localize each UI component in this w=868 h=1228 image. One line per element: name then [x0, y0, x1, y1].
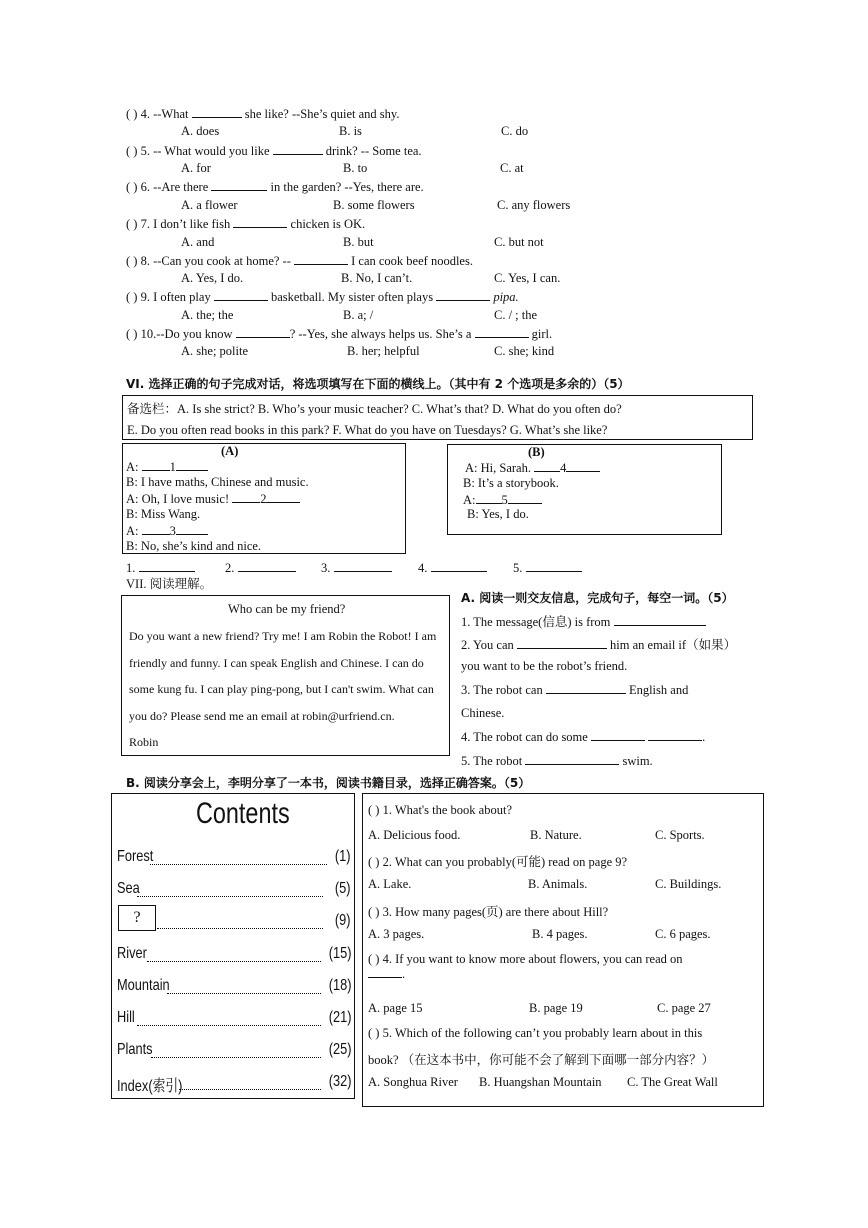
answer-blank[interactable] — [142, 459, 170, 471]
question-stem: ( ) 5. -- What would you like — [126, 144, 273, 158]
option-c[interactable]: C. any flowers — [497, 198, 571, 212]
option-a[interactable]: A. Yes, I do. — [181, 271, 244, 285]
answer-blank[interactable] — [142, 523, 170, 535]
passage-line: you do? Please send me an email at robin@urfriend.cn. — [129, 709, 395, 723]
answer-blank[interactable] — [591, 729, 645, 741]
answer-blank[interactable] — [232, 491, 260, 503]
option-b[interactable]: B. some flowers — [333, 198, 415, 212]
option-b[interactable]: B. a; / — [343, 308, 374, 322]
question-stem: she like? --She’s quiet and shy. — [241, 107, 400, 121]
answer-line-5: 5. — [513, 560, 582, 576]
answer-blank[interactable] — [139, 560, 195, 572]
option-c[interactable]: C. / ; the — [494, 308, 538, 322]
toc-row-index: Index(索引) (32) — [117, 1073, 351, 1095]
dialog-line: A: 3 — [126, 523, 208, 539]
option-b[interactable]: B. is — [339, 124, 362, 138]
question-stem: ( ) 4. --What — [126, 107, 192, 121]
answer-line-1: 1. — [126, 560, 195, 576]
toc-row-plants: Plants (25) — [117, 1041, 351, 1058]
dialog-line: B: No, she’s kind and nice. — [126, 539, 262, 553]
part-b-q4-blank: . — [368, 966, 405, 982]
question-10 — [126, 326, 552, 342]
answer-blank[interactable] — [368, 966, 402, 978]
answer-blank[interactable] — [431, 560, 487, 572]
toc-row-sea: Sea (5) — [117, 880, 351, 897]
dialog-line: A: 5 — [463, 492, 542, 508]
answer-blank[interactable] — [476, 492, 502, 504]
part-b-questions-box — [362, 793, 764, 1107]
answer-blank[interactable] — [475, 326, 529, 338]
question-stem: ( ) 7. I don’t like fish — [126, 217, 234, 231]
dialog-line: B: Yes, I do. — [467, 507, 529, 521]
part-b-title: B. 阅读分享会上，李明分享了一本书，阅读书籍目录，选择正确答案。（5） — [126, 776, 531, 790]
answer-blank[interactable] — [436, 289, 490, 301]
dialog-line: B: It’s a storybook. — [463, 476, 559, 490]
answer-blank[interactable] — [294, 253, 348, 265]
answer-blank[interactable] — [534, 460, 560, 472]
blank-number: 2 — [260, 492, 267, 506]
question-stem: basketball. My sister often plays — [267, 290, 437, 304]
option-b[interactable]: B. Huangshan Mountain — [479, 1075, 602, 1089]
option-c[interactable]: C. at — [500, 161, 524, 175]
answer-blank[interactable] — [238, 560, 296, 572]
answer-blank[interactable] — [526, 560, 582, 572]
answer-line-2: 2. — [225, 560, 296, 576]
part-a-q3: 3. The robot can English and — [461, 683, 689, 697]
part-a-title: A. 阅读一则交友信息，完成句子，每空一词。（5） — [461, 591, 734, 605]
option-b[interactable]: B. to — [343, 161, 368, 175]
answer-blank[interactable] — [192, 106, 242, 118]
question-stem: chicken is OK. — [287, 217, 366, 231]
section-6-title: VI. 选择正确的句子完成对话，将选项填写在下面的横线上。（其中有 2 个选项是多余的）（5） — [126, 377, 630, 391]
part-a-q3-cont: Chinese. — [461, 706, 505, 720]
option-a[interactable]: A. does — [181, 124, 220, 138]
option-c[interactable]: C. 6 pages. — [655, 927, 711, 941]
question-stem: ( ) 10.--Do you know — [126, 327, 236, 341]
answer-line-4: 4. — [418, 560, 487, 576]
passage-line: Do you want a new friend? Try me! I am Robin the Robot! I am — [129, 629, 437, 643]
option-c[interactable]: C. Sports. — [655, 828, 705, 842]
option-b[interactable]: B. her; helpful — [347, 344, 420, 358]
option-b[interactable]: B. Nature. — [530, 828, 582, 842]
option-c[interactable]: C. Buildings. — [655, 877, 722, 891]
toc-row-river: River (15) — [117, 945, 351, 962]
part-a-q2: 2. You can him an email if（如果） — [461, 638, 737, 652]
option-bank-line: E. Do you often read books in this park? F. What do you have on Tuesdays? G. What’s she like? — [127, 423, 608, 437]
option-c[interactable]: C. The Great Wall — [627, 1075, 718, 1089]
option-a[interactable]: A. Songhua River — [368, 1075, 458, 1089]
part-b-q4: ( ) 4. If you want to know more about flowers, you can read on — [368, 952, 683, 966]
question-8 — [126, 253, 473, 269]
part-a-q2-cont: you want to be the robot’s friend. — [461, 659, 628, 673]
part-a-q5: 5. The robot swim. — [461, 754, 653, 768]
dialog-line: A: Oh, I love music! 2 — [126, 491, 300, 507]
passage-line: some kung fu. I can play ping-pong, but I can't swim. What can — [129, 682, 434, 696]
passage-signature: Robin — [129, 735, 159, 749]
dialog-a-box — [122, 443, 406, 554]
answer-blank[interactable] — [525, 753, 619, 765]
option-a[interactable]: A. and — [181, 235, 215, 249]
dialog-line: B: Miss Wang. — [126, 507, 201, 521]
option-bank-box — [122, 395, 753, 440]
answer-blank[interactable] — [233, 216, 287, 228]
option-a[interactable]: A. page 15 — [368, 1001, 423, 1015]
answer-blank[interactable] — [236, 326, 290, 338]
option-c[interactable]: C. page 27 — [657, 1001, 711, 1015]
option-b[interactable]: B. 4 pages. — [532, 927, 588, 941]
toc-row-hill: Hill (21) — [117, 1009, 351, 1026]
unknown-chapter-label: ? — [133, 909, 141, 926]
question-9 — [126, 289, 519, 305]
passage-box — [121, 595, 450, 756]
answer-blank[interactable] — [648, 729, 702, 741]
option-c[interactable]: C. do — [501, 124, 529, 138]
answer-blank[interactable] — [334, 560, 392, 572]
question-stem: ( ) 9. I often play — [126, 290, 214, 304]
option-a[interactable]: A. she; polite — [181, 344, 249, 358]
part-a-q1: 1. The message(信息) is from — [461, 612, 706, 630]
dialog-label: (A) — [221, 444, 239, 458]
option-a[interactable]: A. Delicious food. — [368, 828, 461, 842]
blank-number: 1 — [169, 460, 176, 474]
answer-line-3: 3. — [321, 560, 392, 576]
option-b[interactable]: B. Animals. — [528, 877, 588, 891]
toc-row-forest: Forest (1) — [117, 848, 351, 865]
answer-blank[interactable] — [176, 523, 208, 535]
question-stem: in the garden? --Yes, there are. — [267, 180, 424, 194]
answer-blank[interactable] — [273, 143, 323, 155]
answer-blank[interactable] — [214, 289, 268, 301]
unknown-chapter-box — [118, 905, 156, 931]
option-c[interactable]: C. Yes, I can. — [494, 271, 561, 285]
part-b-q2: ( ) 2. What can you probably(可能) read on page 9? — [368, 855, 628, 869]
question-stem: ? --Yes, she always helps us. She’s a — [289, 327, 475, 341]
blank-number: 5 — [501, 493, 508, 507]
question-stem: drink? -- Some tea. — [322, 144, 422, 158]
section-7-title: VII. 阅读理解。 — [126, 577, 213, 591]
question-7 — [126, 216, 365, 232]
answer-blank[interactable] — [546, 682, 626, 694]
option-c[interactable]: C. but not — [494, 235, 544, 249]
question-stem: girl. — [528, 327, 553, 341]
option-a[interactable]: A. a flower — [181, 198, 238, 212]
answer-blank[interactable] — [517, 637, 607, 649]
option-c[interactable]: C. she; kind — [494, 344, 555, 358]
dialog-b-box — [447, 444, 722, 535]
answer-blank[interactable] — [566, 460, 600, 472]
answer-blank[interactable] — [211, 179, 267, 191]
part-b-q5-cont: book? （在这本书中，你可能不会了解到下面哪一部分内容？） — [368, 1053, 715, 1067]
question-stem: I can cook beef noodles. — [348, 254, 473, 268]
option-a[interactable]: A. for — [181, 161, 211, 175]
blank-number: 4 — [560, 461, 567, 475]
question-stem: ( ) 6. --Are there — [126, 180, 212, 194]
passage-line: friendly and funny. I can speak English and Chinese. I can do — [129, 656, 424, 670]
part-b-q5: ( ) 5. Which of the following can’t you probably learn about in this — [368, 1026, 703, 1040]
part-a-q4: 4. The robot can do some . — [461, 730, 706, 744]
answer-blank[interactable] — [176, 459, 208, 471]
option-bank-line: 备选栏：A. Is she strict? B. Who’s your music teacher? C. What’s that? D. What do you often do? — [127, 402, 622, 416]
dialog-line: B: I have maths, Chinese and music. — [126, 475, 309, 489]
toc-row-mountain: Mountain (18) — [117, 977, 351, 994]
part-b-q3: ( ) 3. How many pages(页) are there about Hill? — [368, 905, 609, 919]
dialog-line: A: 1 — [126, 459, 208, 475]
question-stem: ( ) 8. --Can you cook at home? -- — [126, 254, 294, 268]
contents-title: Contents — [196, 797, 290, 830]
question-4 — [126, 106, 399, 122]
option-b[interactable]: B. page 19 — [529, 1001, 583, 1015]
dialog-label: (B) — [528, 445, 545, 459]
answer-blank[interactable] — [266, 491, 300, 503]
answer-blank[interactable] — [614, 614, 706, 626]
option-a[interactable]: A. Lake. — [368, 877, 412, 891]
question-stem: pipa. — [493, 290, 519, 304]
option-b[interactable]: B. No, I can’t. — [341, 271, 413, 285]
part-b-q1: ( ) 1. What's the book about? — [368, 803, 513, 817]
dialog-line: A: Hi, Sarah. 4 — [465, 460, 600, 476]
blank-number: 3 — [169, 524, 176, 538]
option-a[interactable]: A. the; the — [181, 308, 234, 322]
option-b[interactable]: B. but — [343, 235, 374, 249]
option-a[interactable]: A. 3 pages. — [368, 927, 425, 941]
answer-blank[interactable] — [508, 492, 542, 504]
question-6 — [126, 179, 424, 195]
passage-title: Who can be my friend? — [228, 602, 346, 616]
question-5 — [126, 143, 422, 159]
